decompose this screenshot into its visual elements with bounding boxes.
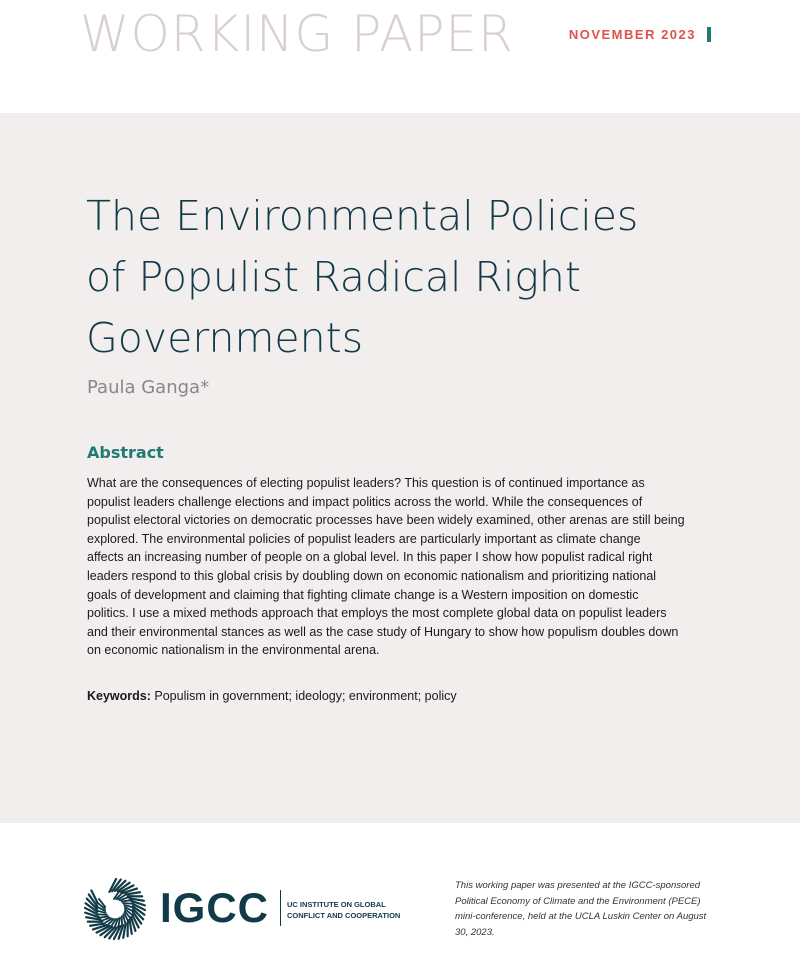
institute-name-line: UC INSTITUTE ON GLOBAL bbox=[287, 900, 386, 909]
abstract-line: populist electoral victories on democratic processes have been widely examined, other arenas are still being bbox=[87, 513, 685, 528]
presentation-note-line: mini-conference, held at the UCLA Luskin Center on August bbox=[455, 911, 707, 922]
keywords-value: Populism in government; ideology; environment; policy bbox=[150, 689, 457, 703]
abstract-line: populist leaders challenge elections and impact politics across the world. While the consequences of bbox=[87, 494, 643, 509]
header bbox=[0, 0, 800, 113]
author-name: Paula Ganga* bbox=[87, 377, 210, 398]
presentation-note-line: 30, 2023. bbox=[455, 926, 495, 938]
abstract-line: What are the consequences of electing populist leaders? This question is of continued importance as bbox=[87, 476, 645, 490]
abstract-line: affects an increasing number of people on a global level. In this paper I show how populist radical right bbox=[87, 550, 653, 565]
abstract-line: goals of development and claiming that fighting climate change is a Western imposition on domestic bbox=[87, 587, 639, 602]
abstract-line: leaders respond to this global crisis by doubling down on economic nationalism and prioritizing national bbox=[87, 568, 657, 583]
paper-title-line: of Populist Radical Right bbox=[86, 253, 581, 301]
igcc-swirl-icon bbox=[83, 877, 147, 941]
logo-divider bbox=[280, 890, 281, 926]
paper-title bbox=[86, 186, 726, 369]
abstract-line: and their environmental stances as well as the case study of Hungary to show how populism doubles down bbox=[87, 624, 679, 639]
keywords bbox=[87, 689, 457, 703]
date-accent-bar bbox=[707, 27, 711, 42]
igcc-logo-text: IGCC bbox=[160, 884, 269, 931]
abstract-line: explored. The environmental policies of populist leaders are particularly important as climate change bbox=[87, 531, 641, 546]
keywords-label: Keywords: bbox=[87, 689, 151, 703]
institute-name-line: CONFLICT AND COOPERATION bbox=[287, 911, 401, 920]
working-paper-label: WORKING PAPER bbox=[80, 5, 514, 63]
presentation-note-line: Political Economy of Climate and the Environment (PECE) bbox=[455, 895, 701, 907]
abstract-body bbox=[87, 474, 727, 660]
paper-title-line: Governments bbox=[86, 314, 364, 362]
swirl-stroke bbox=[123, 903, 133, 904]
paper-title-line: The Environmental Policies bbox=[86, 192, 639, 240]
abstract-line: on economic nationalism in the environmental arena. bbox=[87, 643, 380, 658]
presentation-note bbox=[455, 878, 725, 940]
swirl-stroke bbox=[97, 914, 107, 915]
publication-date: NOVEMBER 2023 bbox=[568, 27, 696, 42]
abstract-heading: Abstract bbox=[87, 443, 164, 462]
abstract-line: politics. I use a mixed methods approach that employs the most complete global data on populist leaders bbox=[87, 606, 667, 621]
presentation-note-line: This working paper was presented at the IGCC-sponsored bbox=[455, 880, 701, 891]
institute-name bbox=[287, 899, 400, 921]
